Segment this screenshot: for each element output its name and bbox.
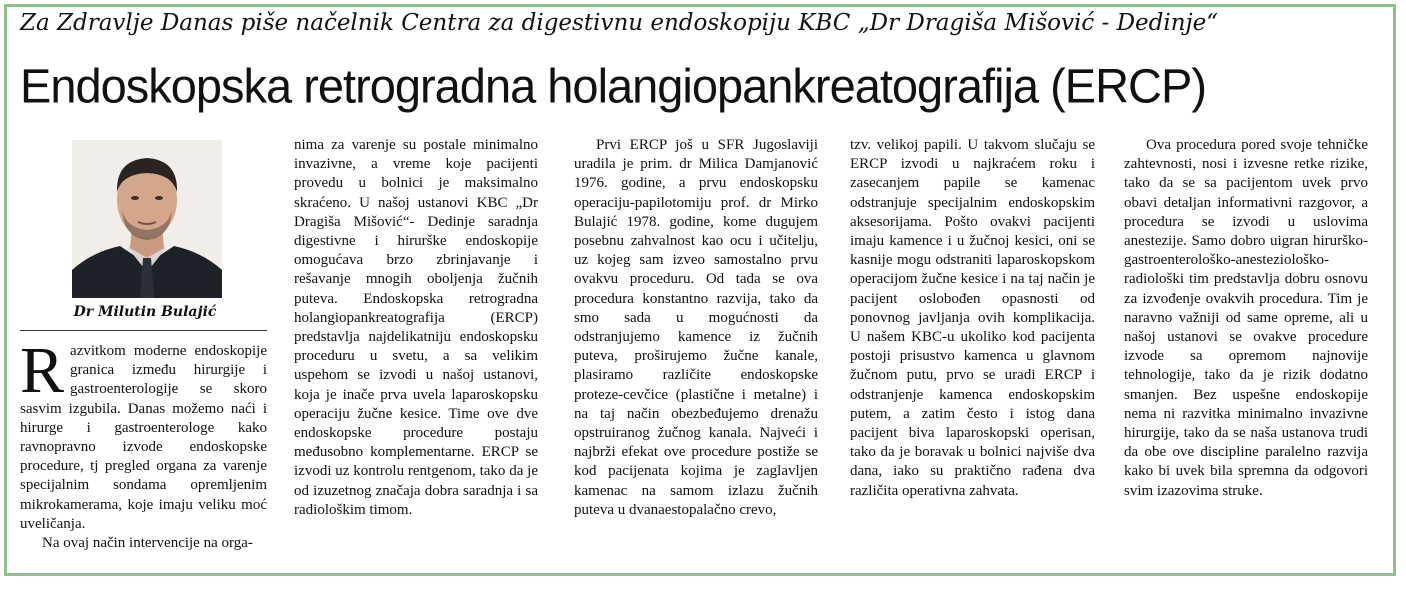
paragraph-1	[20, 334, 267, 534]
paragraph-1-text: azvitkom moderne endoskopije granica između hirurgije i gastroenterologije se skoro sasvim izgubila. Danas možemo naći i hirurge i gastroenterologe kako ravnopravno izvode endoskopske procedure, tj pregled organa za varenje specijalnim sondama opremljenim mikrokamerama, koje imaju veliku moć uveličanja.	[20, 343, 267, 532]
author-photo	[72, 140, 222, 298]
column-3	[574, 136, 818, 520]
kicker-line: Za Zdravlje Danas piše načelnik Centra za digestivnu endoskopiju KBC „Dr Dragiša Mišović - Dedinje“	[20, 10, 1219, 36]
column-4-text: tzv. velikoj papili. U takvom slučaju se ERCP izvodi u najkraćem roku i zasecanjem papile se kamenac odstranjuje specijalnim endoskopskim aksesorijama. Pošto ovakvi pacijenti imaju kamence i u žučnoj kesici, oni se kasnije mogu odstraniti laparoskopskom operacijom žučne kesice i na taj način je pacijent oslobođen opasnosti od ponovnog javljanja ovih komplikacija. U našem KBC-u ukoliko kod pacijenta postoji prisustvo kamenca u glavnom žučnom putu, prvo se uradi ERCP i odstranjenje kamenca endoskopskim putem, a zatim često i istog dana pacijent biva laparoskopski operisan, tako da je boravak u bolnici najviše dva dana, iako su praktično rađena dva različita operativna zahvata.	[850, 137, 1095, 499]
drop-cap: R	[20, 334, 65, 407]
column-4	[850, 136, 1095, 501]
column-5-text: Ova procedura pored svoje tehničke zahtevnosti, nosi i izvesne retke rizike, tako da se sa pacijentom uvek prvo obavi detaljan informativni razgovor, a procedura se izvodi u uslovima anestezije. Samo dobro uigran hirurško-gastroenterološko-anesteziološko-radiološki tim predstavlja dobru osnovu za izvođenje ovakvih procedura. Tim je naravno važniji od same opreme, ali u našoj ustanovi se ovakve procedure izvode sa opremom najnovije tehnologije, tako da je rizik dodatno smanjen. Bez uspešne endoskopije nema ni razvitka minimalno invazivne hirurgije, tako da se naša ustanova trudi da obe ove discipline paralelno razvija kako bi uvek bila spremna da odgovori svim izazovima struke.	[1124, 137, 1368, 499]
paragraph-2: Na ovaj način intervencije na orga-	[42, 535, 253, 552]
column-2-text: nima za varenje su postale minimalno invazivne, a vreme koje pacijenti provedu u bolnici je maksimalno skraćeno. U našoj ustanovi KBC „Dr Dragiša Mišović“- Dedinje saradnja digestivne i hirurške endoskopije omogućava brzo zbrinjavanje i rešavanje mnogih oboljenja žučnih puteva. Endoskopska retrogradna holangiopankreatografija (ERCP) predstavlja najdelikatniju endoskopsku proceduru u svetu, a sa velikim uspehom se izvodi u našoj ustanovi, koja je inače prva uvela laparoskopsku operaciju žučne kesice. Time ove dve endoskopske procedure postaju međusobno komplementarne. ERCP se izvodi uz kontrolu rentgenom, tako da je od izuzetnog značaja dobra saradnja i sa radiološkim timom.	[294, 137, 538, 518]
column-5	[1124, 136, 1368, 501]
headline: Endoskopska retrogradna holangiopankreatografija (ERCP)	[20, 58, 1207, 113]
column-3-text: Prvi ERCP još u SFR Jugoslaviji uradila je prim. dr Milica Damjanović 1976. godine, a prvu endoskopsku operaciju-papilotomiju prof. dr Mirko Bulajić 1978. godine, kome dugujem posebnu zahvalnost kao ocu i učitelju, uz kojeg sam izveo samostalno prvu ovakvu proceduru. Od tada se ova procedura konstantno razvija, tako da smo sada u mogućnosti da odstranjujemo kamence iz žučnih puteva, proširujemo žučne kanale, plasiramo različite endoskopske proteze-cevčice (plastične i metalne) i na taj način obezbeđujemo drenažu opstruiranog žučnog kanala. Najveći i najbrži efekat ove procedure postiže se kod pacijenata kojima je zaglavljen kamenac na samom izlazu žučnih puteva u dvanaestopalačno crevo,	[574, 137, 818, 518]
column-2	[294, 136, 538, 520]
caption-divider	[20, 330, 267, 331]
column-1	[20, 334, 267, 553]
portrait-image	[72, 140, 222, 298]
author-caption: Dr Milutin Bulajić	[73, 304, 217, 320]
